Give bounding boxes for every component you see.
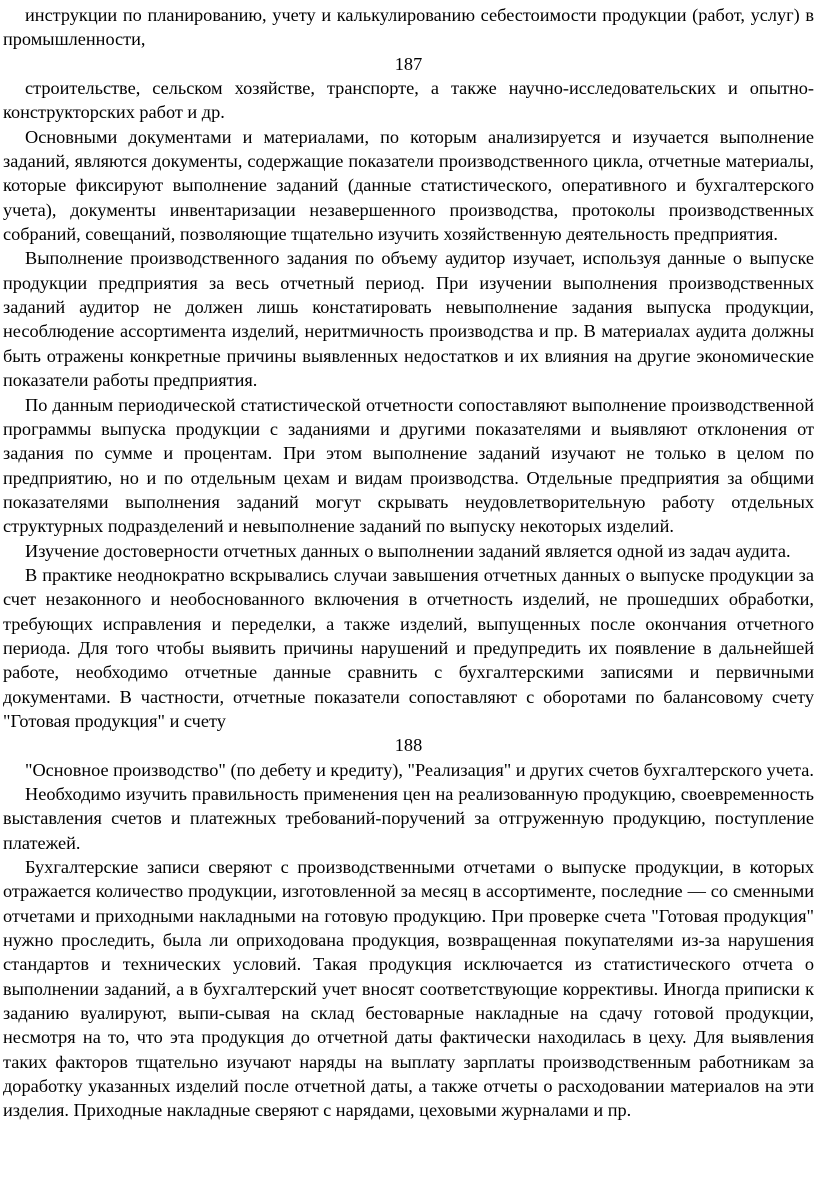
page-number-187: 187	[394, 53, 423, 74]
paragraph-5: По данным периодической статистической отчетности сопоставляют выполнение производственной программы выпуска продукции с заданиями и другими показателями и выявляют отклонения от задания по сумме и процентам. При этом выполнение заданий изучают не только в целом по предприятию, но и по отдельным цехам и видам производства. Отдельные предприятия за общими показателями выполнения заданий могут скрывать неудовлетворительную работу отдельных структурных подразделений и невыполнение заданий по выпуску некоторых изделий.	[3, 394, 814, 537]
paragraph-7: В практике неоднократно вскрывались случаи завышения отчетных данных о выпуске продукции за счет незаконного и необоснованного включения в отчетность изделий, не прошедших обработки, требующих исправления и переделки, а также изделий, выпущенных после окончания отчетного периода. Для того чтобы выявить причины нарушений и предупредить их появление в дальнейшей работе, необходимо отчетные данные сравнить с бухгалтерскими записями и первичными документами. В частности, отчетные показатели сопоставляют с оборотами по балансовому счету "Готовая продукция" и счету	[3, 564, 814, 731]
paragraph-10: Бухгалтерские записи сверяют с производственными отчетами о выпуске продукции, в которых отражается количество продукции, изготовленной за месяц в ассортименте, последние — со сменными отчетами и приходными накладными на готовую продукцию. При проверке счета "Готовая продукция" нужно проследить, была ли оприходована продукция, возвращенная покупателями из-за нарушения стандартов и технических условий. Такая продукция исключается из статистического отчета о выполнении заданий, а в бухгалтерский учет вносят соответствующие коррективы. Иногда приписки к заданию вуалируют, выпи-сывая на склад бестоварные накладные на сдачу готовой продукции, несмотря на то, что эта продукция до отчетной даты фактически находилась в цеху. Для выявления таких факторов тщательно изучают наряды на выплату зарплаты производственным работникам за доработку указанных изделий после отчетной даты, а также отчеты о расходовании материалов на эти изделия. Приходные накладные сверяют с нарядами, цеховыми журналами и пр.	[3, 857, 814, 1121]
paragraph-2: строительстве, сельском хозяйстве, транспорте, а также научно-исследовательских и опытно-конструкторских работ и др.	[3, 78, 814, 123]
paragraph-9: Необходимо изучить правильность применения цен на реализованную продукцию, своевременность выставления счетов и платежных требований-поручений за отгруженную продукцию, поступление платежей.	[3, 784, 814, 853]
paragraph-6: Изучение достоверности отчетных данных о выполнении заданий является одной из задач аудита.	[25, 540, 791, 561]
paragraph-3: Основными документами и материалами, по которым анализируется и изучается выполнение заданий, являются документы, содержащие показатели производственного цикла, отчетные материалы, которые фиксируют выполнение заданий (данные статистического, оперативного и бухгалтерского учета), документы инвентаризации незавершенного производства, протоколы производственных собраний, совещаний, позволяющие тщательно изучить хозяйственную деятельность предприятия.	[3, 126, 814, 245]
page-number-188: 188	[394, 735, 423, 756]
paragraph-1: инструкции по планированию, учету и калькулированию себестоимости продукции (работ, услуг) в промышленности,	[3, 5, 814, 50]
paragraph-8: "Основное производство" (по дебету и кредиту), "Реализация" и других счетов бухгалтерского учета.	[25, 759, 814, 780]
paragraph-4: Выполнение производственного задания по объему аудитор изучает, используя данные о выпуске продукции предприятия за весь отчетный период. При изучении выполнения производственных заданий аудитор не должен лишь констатировать невыполнение задания выпуска продукции, несоблюдение ассортимента изделий, неритмичность производства и пр. В материалах аудита должны быть отражены конкретные причины выявленных недостатков и их влияния на другие экономические показатели работы предприятия.	[3, 248, 814, 391]
